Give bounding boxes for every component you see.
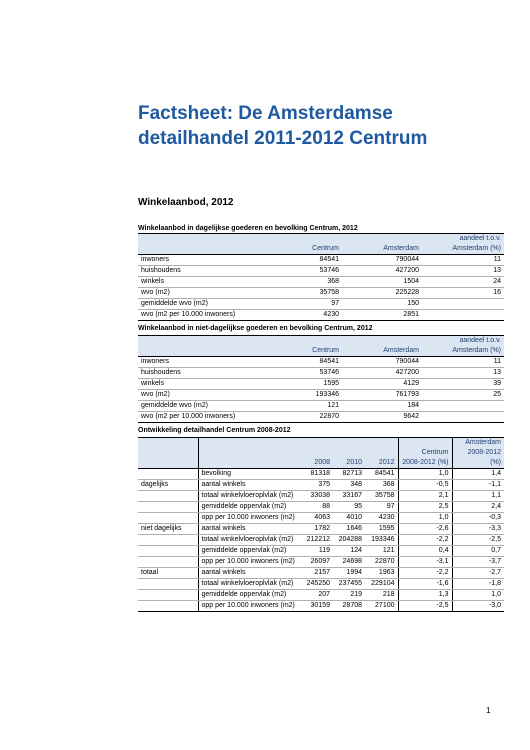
- table2-title: Winkelaanbod in niet-dagelijkse goederen en bevolking Centrum, 2012: [138, 325, 373, 332]
- row-label: bevolking: [198, 469, 299, 480]
- amsterdam-value: 184: [342, 401, 422, 412]
- row-label: aantal winkels: [198, 480, 299, 491]
- row-label: gemiddelde oppervlak (m2): [198, 502, 299, 513]
- row-label: wvo (m2): [138, 390, 270, 401]
- centrum-value: 121: [270, 401, 342, 412]
- share-value: 39: [422, 379, 504, 390]
- amsterdam-value: 1504: [342, 277, 422, 288]
- page-title: [138, 101, 498, 151]
- centrum-value: 22870: [270, 412, 342, 423]
- table3-col-2012: 2012: [365, 458, 398, 469]
- centrum-value: 368: [270, 277, 342, 288]
- amsterdam-change: -1,1: [452, 480, 504, 491]
- amsterdam-value: 9642: [342, 412, 422, 423]
- table-row: [138, 255, 504, 266]
- value-2008: 2157: [299, 568, 333, 579]
- table2-header-row-1: [138, 336, 504, 347]
- table1-col-centrum: Centrum: [270, 244, 342, 255]
- page-title-line-1: Factsheet: De Amsterdamse: [138, 103, 393, 124]
- amsterdam-change: 0,7: [452, 546, 504, 557]
- group-label: [138, 601, 198, 612]
- amsterdam-change: 2,4: [452, 502, 504, 513]
- row-label: winkels: [138, 379, 270, 390]
- value-2010: 1994: [333, 568, 365, 579]
- row-label: huishoudens: [138, 266, 270, 277]
- value-2008: 4063: [299, 513, 333, 524]
- table3-col-2008: 2008: [299, 458, 333, 469]
- table3-header-row-1: [138, 438, 504, 449]
- share-value: [422, 299, 504, 310]
- share-value: [422, 412, 504, 423]
- row-label: winkels: [138, 277, 270, 288]
- page-title-line-2: detailhandel 2011-2012 Centrum: [138, 128, 428, 149]
- page-number: 1: [486, 706, 491, 715]
- centrum-value: 97: [270, 299, 342, 310]
- group-label: [138, 535, 198, 546]
- centrum-value: 1595: [270, 379, 342, 390]
- amsterdam-change: -3,0: [452, 601, 504, 612]
- table1-header-row-1: [138, 234, 504, 245]
- value-2008: 119: [299, 546, 333, 557]
- value-2012: 22870: [365, 557, 398, 568]
- table-row: [138, 546, 504, 557]
- value-2012: 368: [365, 480, 398, 491]
- row-label: wvo (m2 per 10.000 inwoners): [138, 310, 270, 321]
- value-2012: 4230: [365, 513, 398, 524]
- table1-col-share-line2: Amsterdam (%): [422, 244, 504, 255]
- row-label: gemiddelde wvo (m2): [138, 299, 270, 310]
- amsterdam-change: -3,3: [452, 524, 504, 535]
- table-row: [138, 568, 504, 579]
- centrum-change: 1,0: [398, 513, 452, 524]
- row-label: opp per 10.000 inwoners (m2): [198, 557, 299, 568]
- row-label: huishoudens: [138, 368, 270, 379]
- value-2010: 1646: [333, 524, 365, 535]
- value-2008: 88: [299, 502, 333, 513]
- centrum-change: 2,1: [398, 491, 452, 502]
- centrum-change: -2,5: [398, 601, 452, 612]
- row-label: wvo (m2): [138, 288, 270, 299]
- table3-header-row-3: [138, 458, 504, 469]
- table-row: [138, 557, 504, 568]
- share-value: 24: [422, 277, 504, 288]
- value-2008: 375: [299, 480, 333, 491]
- share-value: 11: [422, 357, 504, 368]
- table1-col-share-line1: aandeel t.o.v.: [422, 234, 504, 245]
- table3-col-centrum-line2: 2008-2012 (%): [398, 458, 452, 469]
- amsterdam-change: 1,4: [452, 469, 504, 480]
- centrum-value: 4230: [270, 310, 342, 321]
- centrum-change: 2,5: [398, 502, 452, 513]
- group-label: dagelijks: [138, 480, 198, 491]
- table-row: [138, 412, 504, 423]
- row-label: inwoners: [138, 255, 270, 266]
- table3-col-ams-line3: (%): [452, 458, 504, 469]
- table-niet-dagelijks: [138, 335, 504, 423]
- table-row: [138, 601, 504, 612]
- value-2010: 24698: [333, 557, 365, 568]
- share-value: 13: [422, 266, 504, 277]
- table-row: [138, 266, 504, 277]
- group-label: [138, 491, 198, 502]
- centrum-change: 1,3: [398, 590, 452, 601]
- group-label: [138, 546, 198, 557]
- value-2010: 219: [333, 590, 365, 601]
- centrum-change: 0,4: [398, 546, 452, 557]
- amsterdam-change: -2,7: [452, 568, 504, 579]
- row-label: wvo (m2 per 10.000 inwoners): [138, 412, 270, 423]
- value-2008: 245250: [299, 579, 333, 590]
- table-row: [138, 491, 504, 502]
- table-row: [138, 310, 504, 321]
- value-2010: 28708: [333, 601, 365, 612]
- amsterdam-value: 2851: [342, 310, 422, 321]
- value-2010: 82713: [333, 469, 365, 480]
- amsterdam-change: -0,3: [452, 513, 504, 524]
- table3-title: Ontwikkeling detailhandel Centrum 2008-2012: [138, 427, 291, 434]
- share-value: 13: [422, 368, 504, 379]
- row-label: aantal winkels: [198, 568, 299, 579]
- row-label: gemiddelde oppervlak (m2): [198, 546, 299, 557]
- value-2010: 4010: [333, 513, 365, 524]
- table-row: [138, 368, 504, 379]
- group-label: [138, 579, 198, 590]
- row-label: opp per 10.000 inwoners (m2): [198, 601, 299, 612]
- row-label: inwoners: [138, 357, 270, 368]
- value-2008: 26097: [299, 557, 333, 568]
- table2-col-share-line2: Amsterdam (%): [422, 346, 504, 357]
- value-2012: 121: [365, 546, 398, 557]
- value-2010: 124: [333, 546, 365, 557]
- table1-header-row-2: [138, 244, 504, 255]
- table-ontwikkeling: [138, 437, 504, 612]
- group-label: [138, 590, 198, 601]
- amsterdam-change: 1,1: [452, 491, 504, 502]
- table3-col-centrum-line1: Centrum: [398, 448, 452, 458]
- value-2012: 193346: [365, 535, 398, 546]
- table-row: [138, 535, 504, 546]
- centrum-value: 84541: [270, 357, 342, 368]
- group-label: niet dagelijks: [138, 524, 198, 535]
- table2-col-share-line1: aandeel t.o.v.: [422, 336, 504, 347]
- centrum-value: 193346: [270, 390, 342, 401]
- table2-header-row-2: [138, 346, 504, 357]
- amsterdam-value: 427200: [342, 368, 422, 379]
- row-label: gemiddelde wvo (m2): [138, 401, 270, 412]
- value-2008: 207: [299, 590, 333, 601]
- group-label: totaal: [138, 568, 198, 579]
- row-label: opp per 10.000 inwoners (m2): [198, 513, 299, 524]
- amsterdam-change: -3,7: [452, 557, 504, 568]
- amsterdam-value: 4129: [342, 379, 422, 390]
- amsterdam-value: 790044: [342, 357, 422, 368]
- table-dagelijks: [138, 233, 504, 321]
- centrum-change: -2,2: [398, 568, 452, 579]
- table3-header-row-2: [138, 448, 504, 458]
- centrum-change: -2,2: [398, 535, 452, 546]
- group-label: [138, 557, 198, 568]
- table2-col-amsterdam: Amsterdam: [342, 346, 422, 357]
- centrum-value: 84541: [270, 255, 342, 266]
- table1-title: Winkelaanbod in dagelijkse goederen en bevolking Centrum, 2012: [138, 225, 358, 232]
- amsterdam-change: -1,8: [452, 579, 504, 590]
- table-row: [138, 524, 504, 535]
- share-value: 16: [422, 288, 504, 299]
- row-label: aantal winkels: [198, 524, 299, 535]
- centrum-change: -1,6: [398, 579, 452, 590]
- share-value: 25: [422, 390, 504, 401]
- table-row: [138, 288, 504, 299]
- value-2008: 30159: [299, 601, 333, 612]
- amsterdam-value: 150: [342, 299, 422, 310]
- table-row: [138, 502, 504, 513]
- value-2008: 1782: [299, 524, 333, 535]
- value-2010: 237455: [333, 579, 365, 590]
- value-2008: 33038: [299, 491, 333, 502]
- row-label: totaal winkelvloeroplvlak (m2): [198, 491, 299, 502]
- amsterdam-value: 225228: [342, 288, 422, 299]
- amsterdam-value: 790044: [342, 255, 422, 266]
- value-2012: 1595: [365, 524, 398, 535]
- table-row: [138, 480, 504, 491]
- centrum-value: 53746: [270, 266, 342, 277]
- value-2008: 81318: [299, 469, 333, 480]
- table3-col-ams-line2: 2008-2012: [452, 448, 504, 458]
- centrum-change: -3,1: [398, 557, 452, 568]
- value-2012: 27100: [365, 601, 398, 612]
- table1-col-amsterdam: Amsterdam: [342, 244, 422, 255]
- centrum-change: -2,6: [398, 524, 452, 535]
- table-row: [138, 299, 504, 310]
- table3-col-ams-line1: Amsterdam: [452, 438, 504, 449]
- value-2010: 95: [333, 502, 365, 513]
- table-row: [138, 590, 504, 601]
- share-value: [422, 310, 504, 321]
- centrum-change: -0,5: [398, 480, 452, 491]
- table-row: [138, 579, 504, 590]
- group-label: [138, 513, 198, 524]
- table-row: [138, 390, 504, 401]
- table-row: [138, 357, 504, 368]
- centrum-value: 53746: [270, 368, 342, 379]
- section-subtitle: Winkelaanbod, 2012: [138, 197, 234, 208]
- table2-col-centrum: Centrum: [270, 346, 342, 357]
- amsterdam-value: 761793: [342, 390, 422, 401]
- table-row: [138, 513, 504, 524]
- table-row: [138, 277, 504, 288]
- value-2012: 84541: [365, 469, 398, 480]
- value-2012: 229104: [365, 579, 398, 590]
- share-value: [422, 401, 504, 412]
- centrum-change: 1,0: [398, 469, 452, 480]
- value-2012: 218: [365, 590, 398, 601]
- value-2012: 97: [365, 502, 398, 513]
- group-label: [138, 502, 198, 513]
- table3-col-2010: 2010: [333, 458, 365, 469]
- value-2012: 1963: [365, 568, 398, 579]
- value-2010: 33167: [333, 491, 365, 502]
- value-2010: 204288: [333, 535, 365, 546]
- value-2012: 35758: [365, 491, 398, 502]
- share-value: 11: [422, 255, 504, 266]
- table-row: [138, 469, 504, 480]
- table-row: [138, 379, 504, 390]
- value-2010: 348: [333, 480, 365, 491]
- row-label: totaal winkelvloeroplvlak (m2): [198, 579, 299, 590]
- table-row: [138, 401, 504, 412]
- row-label: gemiddelde oppervlak (m2): [198, 590, 299, 601]
- value-2008: 212212: [299, 535, 333, 546]
- amsterdam-value: 427200: [342, 266, 422, 277]
- centrum-value: 35758: [270, 288, 342, 299]
- row-label: totaal winkelvloeroplvlak (m2): [198, 535, 299, 546]
- amsterdam-change: 1,0: [452, 590, 504, 601]
- amsterdam-change: -2,5: [452, 535, 504, 546]
- group-label: [138, 469, 198, 480]
